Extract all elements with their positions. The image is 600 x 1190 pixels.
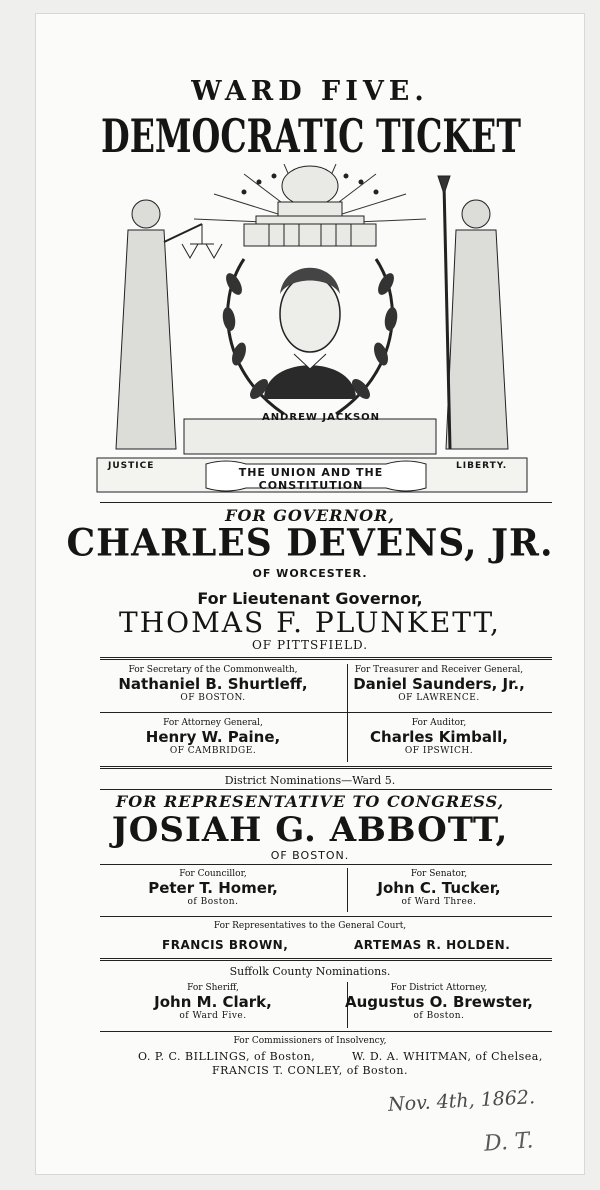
senator-office: For Senator,: [410, 869, 468, 879]
rule-congress: [100, 789, 552, 790]
union-banner-text: THE UNION AND THE CONSTITUTION: [238, 466, 384, 492]
treasurer-place: OF LAWRENCE.: [398, 693, 480, 703]
attorney-general-block: [100, 718, 326, 756]
capitol-building: [244, 166, 376, 246]
senator-name: John C. Tucker,: [377, 879, 501, 897]
councillor-office: For Councillor,: [179, 869, 247, 879]
district-attorney-place: of Boston.: [413, 1011, 465, 1021]
district-heading: District Nominations—Ward 5.: [224, 774, 396, 787]
congress-place: OF BOSTON.: [270, 849, 350, 862]
secretary-name: Nathaniel B. Shurtleff,: [118, 675, 308, 693]
auditor-place: OF IPSWICH.: [404, 746, 474, 756]
councillor-place: of Boston.: [187, 897, 239, 907]
ticket-heading: [96, 106, 526, 166]
insolvency-commissioner-3: FRANCIS T. CONLEY, of Boston.: [212, 1064, 408, 1077]
senator-block: [326, 869, 552, 907]
rule-state-offices: [100, 657, 552, 660]
attorney-general-name: Henry W. Paine,: [145, 728, 281, 746]
pedestal: [184, 419, 436, 454]
liberty-label: LIBERTY.: [456, 461, 508, 471]
handwritten-initials: D. T.: [483, 1128, 535, 1157]
county-heading: Suffolk County Nominations.: [229, 965, 391, 978]
sheriff-name: John M. Clark,: [154, 993, 272, 1011]
district-attorney-office: For District Attorney,: [390, 983, 488, 993]
rule-mid-state: [100, 712, 552, 713]
justice-label: JUSTICE: [108, 461, 155, 471]
governor-place: OF WORCESTER.: [252, 567, 368, 580]
councillor-block: [100, 869, 326, 907]
congress-office: FOR REPRESENTATIVE TO CONGRESS,: [115, 792, 505, 811]
sheriff-block: [100, 983, 326, 1021]
handwritten-date: Nov. 4th, 1862.: [387, 1086, 536, 1116]
rule-general-court: [100, 916, 552, 917]
ballot-sheet: [36, 14, 584, 1174]
secretary-block: [100, 665, 326, 703]
insolvency-office: For Commissioners of Insolvency,: [233, 1036, 387, 1046]
treasurer-name: Daniel Saunders, Jr.,: [353, 675, 525, 693]
representative-1: FRANCIS BROWN,: [162, 938, 289, 952]
auditor-block: [326, 718, 552, 756]
attorney-general-office: For Attorney General,: [163, 718, 263, 728]
treasurer-block: [326, 665, 552, 703]
governor-office: FOR GOVERNOR,: [225, 506, 395, 525]
justice-figure: [116, 200, 222, 449]
liberty-figure: [438, 176, 508, 449]
portrait-caption: ANDREW JACKSON: [261, 412, 381, 423]
senator-place: of Ward Three.: [401, 897, 477, 907]
ward-heading: WARD FIVE.: [191, 76, 429, 107]
district-attorney-block: [326, 983, 552, 1021]
rule-district: [100, 766, 552, 769]
rule-insolvency: [100, 1031, 552, 1032]
representative-2: ARTEMAS R. HOLDEN.: [354, 938, 511, 952]
rule-county: [100, 958, 552, 961]
auditor-name: Charles Kimball,: [370, 728, 508, 746]
congress-name: JOSIAH G. ABBOTT,: [111, 810, 509, 850]
sheriff-place: of Ward Five.: [179, 1011, 247, 1021]
rule-top-governor: [100, 502, 552, 503]
treasurer-office: For Treasurer and Receiver General,: [354, 665, 524, 675]
auditor-office: For Auditor,: [411, 718, 467, 728]
general-court-office: For Representatives to the General Court,: [213, 921, 407, 931]
sheriff-office: For Sheriff,: [187, 983, 239, 993]
secretary-place: OF BOSTON.: [180, 693, 246, 703]
lt-governor-office: For Lieutenant Governor,: [197, 589, 423, 608]
jackson-portrait: [264, 268, 356, 399]
governor-name: CHARLES DEVENS, JR.: [66, 520, 554, 566]
insolvency-commissioner-2: W. D. A. WHITMAN, of Chelsea,: [352, 1050, 543, 1063]
rule-councillor: [100, 864, 552, 865]
lt-governor-place: OF PITTSFIELD.: [251, 638, 369, 652]
lt-governor-name: THOMAS F. PLUNKETT,: [119, 606, 501, 639]
insolvency-commissioner-1: O. P. C. BILLINGS, of Boston,: [138, 1050, 316, 1063]
councillor-name: Peter T. Homer,: [148, 879, 278, 897]
attorney-general-place: OF CAMBRIDGE.: [169, 746, 257, 756]
secretary-office: For Secretary of the Commonwealth,: [128, 665, 298, 675]
district-attorney-name: Augustus O. Brewster,: [345, 993, 533, 1011]
ticket-heading-text: DEMOCRATIC TICKET: [101, 109, 521, 163]
